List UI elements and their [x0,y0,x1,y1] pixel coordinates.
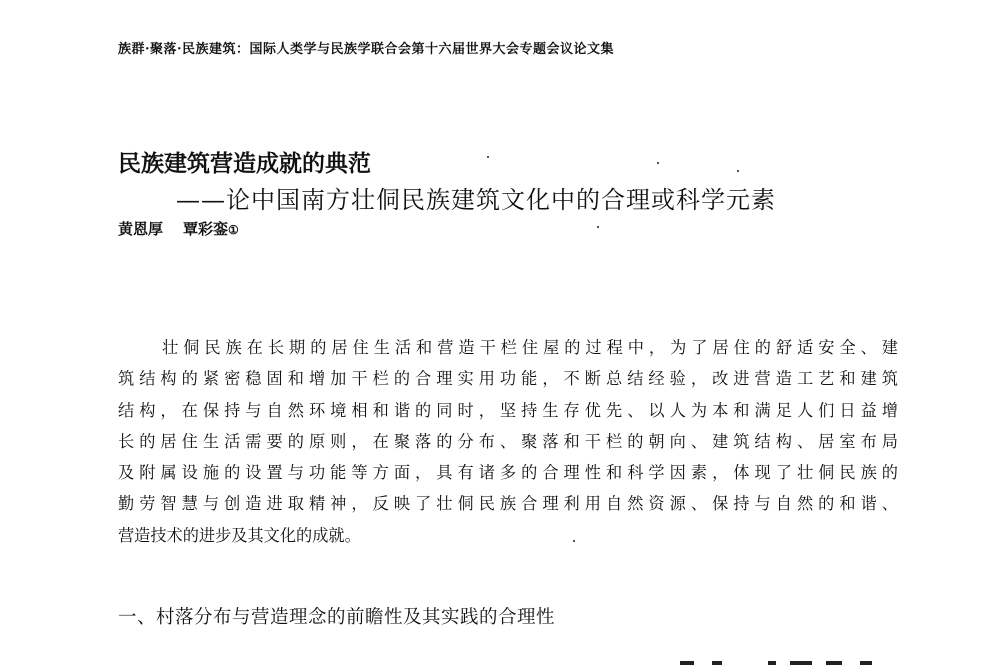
section-heading: 一、村落分布与营造理念的前瞻性及其实践的合理性 [118,607,556,628]
paragraph-line: 结构，在保持与自然环境相和谐的同时，坚持生存优先、以人为本和满足人们日益增 [118,400,898,420]
author-line [118,218,239,239]
paragraph-line: 营造技术的进步及其文化的成就。 [118,525,361,545]
scan-speck [657,162,659,164]
scan-speck [573,540,575,542]
paper-subtitle: ——论中国南方壮侗民族建筑文化中的合理或科学元素 [176,186,776,214]
footnote-marker: ① [228,223,239,237]
scan-speck [487,156,489,158]
scan-speck [737,170,739,172]
cropped-text-fragment [640,655,890,665]
paper-title: 民族建筑营造成就的典范 [118,151,371,177]
scan-speck [597,226,599,228]
author-name-2: 覃彩銮 [183,220,229,238]
paragraph-line: 筑结构的紧密稳固和增加干栏的合理实用功能，不断总结经验，改进营造工艺和建筑 [118,369,898,389]
running-header: 族群·聚落·民族建筑：国际人类学与民族学联合会第十六届世界大会专题会议论文集 [118,42,615,57]
abstract-paragraph [118,332,898,551]
paragraph-line: 壮侗民族在长期的居住生活和营造干栏住屋的过程中，为了居住的舒适安全、建 [162,338,898,357]
paragraph-line: 长的居住生活需要的原则，在聚落的分布、聚落和干栏的朝向、建筑结构、居室布局 [118,431,898,451]
paragraph-line: 及附属设施的设置与功能等方面，具有诸多的合理性和科学因素，体现了壮侗民族的 [118,463,898,483]
paragraph-line: 勤劳智慧与创造进取精神，反映了壮侗民族合理利用自然资源、保持与自然的和谐、 [118,494,898,514]
author-name-1: 黄恩厚 [118,220,164,238]
